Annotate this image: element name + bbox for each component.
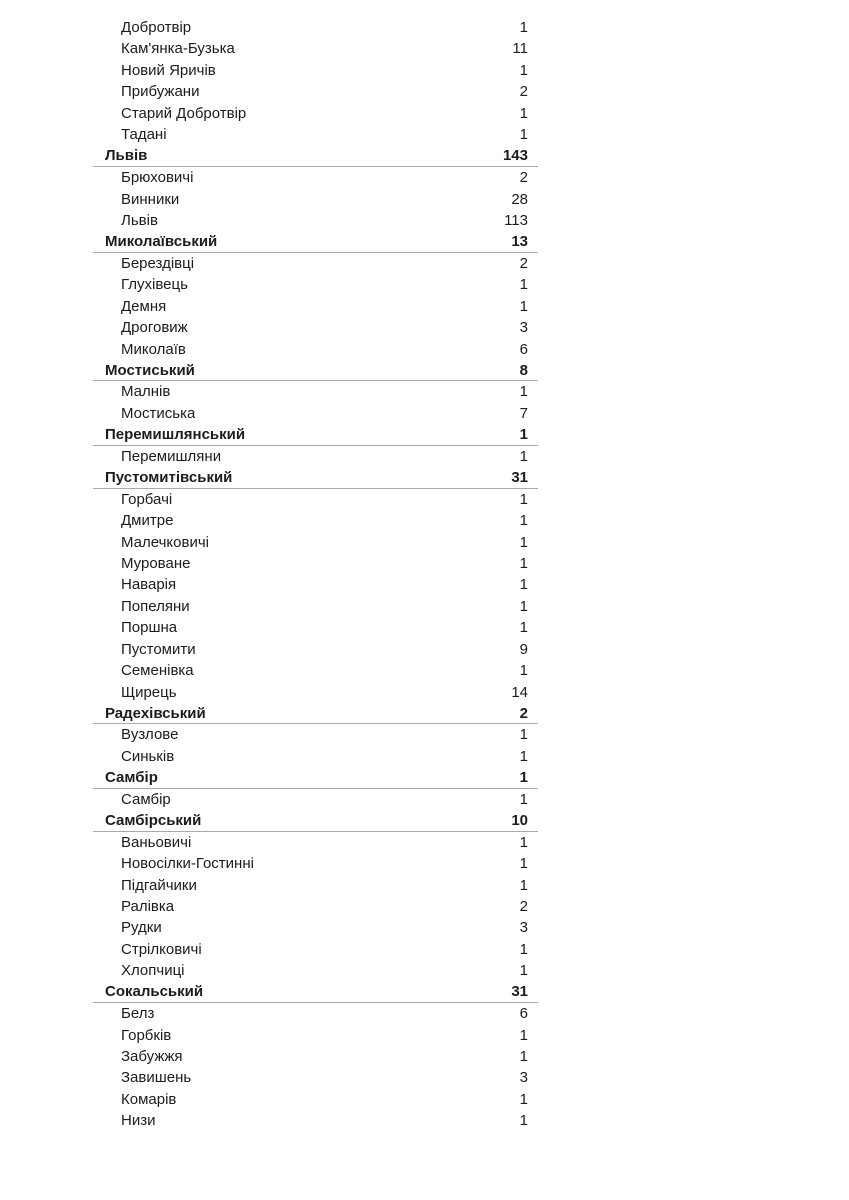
- settlement-count: 1: [519, 19, 528, 36]
- settlement-name: Перемишлянський: [105, 425, 246, 443]
- table-row: [93, 446, 538, 467]
- table-row: [93, 639, 538, 660]
- settlement-count: 1: [519, 876, 528, 894]
- settlement-name: Тадані: [121, 126, 167, 144]
- settlement-name: Кам'янка-Бузька: [121, 40, 235, 58]
- settlement-count: 1: [519, 297, 528, 315]
- settlement-name: Новосілки-Гостинні: [121, 855, 254, 873]
- settlement-name: Наварія: [121, 576, 177, 594]
- table-row: [93, 574, 538, 595]
- settlement-name: Завишень: [121, 1069, 192, 1087]
- settlement-name: Рудки: [121, 919, 162, 937]
- settlement-count: 1: [519, 447, 528, 465]
- table-row: [93, 124, 538, 145]
- settlement-name: Новий Яричів: [121, 61, 216, 79]
- settlement-count: 1: [519, 1048, 528, 1065]
- settlement-name: Поршна: [121, 619, 178, 637]
- table-row: [93, 553, 538, 574]
- table-row: [93, 1110, 538, 1131]
- settlement-name: Комарів: [121, 1090, 177, 1108]
- settlement-name: Семенівка: [121, 662, 194, 680]
- settlement-name: Ваньовичі: [121, 833, 192, 851]
- settlement-name: Дмитре: [121, 512, 174, 530]
- settlement-count: 1: [519, 512, 528, 530]
- table-row: [93, 210, 538, 231]
- settlement-count: 2: [519, 254, 528, 272]
- settlement-name: Малнів: [121, 383, 171, 401]
- table-row: [93, 939, 538, 960]
- settlement-count: 1: [519, 61, 528, 79]
- settlement-name: Хлопчиці: [121, 962, 185, 980]
- settlement-count: 1: [519, 833, 528, 851]
- settlement-name: Миколаїв: [121, 340, 186, 358]
- group-row: [93, 703, 538, 724]
- settlement-count: 13: [511, 232, 528, 250]
- table-row: [93, 296, 538, 317]
- table-row: [93, 789, 538, 810]
- table-row: [93, 617, 538, 638]
- settlement-name: Синьків: [121, 747, 175, 765]
- settlement-name: Винники: [121, 190, 180, 208]
- settlement-count: 1: [519, 490, 528, 508]
- settlement-name: Прибужани: [121, 83, 200, 101]
- settlement-count: 1: [519, 940, 528, 958]
- table-row: [93, 81, 538, 102]
- table-row: [93, 317, 538, 338]
- settlement-count: 11: [512, 40, 528, 58]
- settlement-name: Берездівці: [121, 254, 195, 272]
- settlement-count: 31: [511, 983, 528, 1001]
- table-row: [93, 38, 538, 59]
- settlement-name: Дроговиж: [121, 319, 188, 337]
- table-row: [93, 1046, 538, 1067]
- settlement-name: Щирець: [121, 683, 177, 701]
- table-row: [93, 682, 538, 703]
- settlement-name: Миколаївський: [105, 232, 218, 250]
- settlement-name: Горбків: [121, 1026, 172, 1044]
- table-row: [93, 253, 538, 274]
- group-row: [93, 360, 538, 381]
- table-row: [93, 489, 538, 510]
- table-row: [93, 339, 538, 360]
- group-row: [93, 982, 538, 1003]
- settlement-name: Львів: [105, 147, 148, 165]
- table-row: [93, 403, 538, 424]
- settlement-count: 1: [519, 790, 528, 808]
- settlement-count: 1: [519, 383, 528, 401]
- table-row: [93, 746, 538, 767]
- table-row: [93, 660, 538, 681]
- settlement-count: 1: [519, 1026, 528, 1044]
- settlement-count: 2: [519, 704, 528, 722]
- settlement-count: 6: [519, 1005, 528, 1023]
- table-row: [93, 17, 538, 38]
- settlement-count: 1: [519, 554, 528, 572]
- settlement-count: 1: [519, 276, 528, 294]
- settlement-name: Демня: [121, 297, 167, 315]
- group-row: [93, 231, 538, 252]
- settlement-count: 1: [519, 962, 528, 980]
- settlement-count: 1: [519, 104, 528, 122]
- settlement-count: 2: [519, 169, 528, 187]
- settlement-name: Муроване: [121, 554, 191, 572]
- table-row: [93, 1025, 538, 1046]
- table-row: [93, 381, 538, 402]
- table-row: [93, 103, 538, 124]
- settlement-count: 1: [519, 1112, 528, 1130]
- settlement-count: 9: [519, 640, 528, 658]
- settlement-name: Радехівський: [105, 704, 206, 722]
- settlement-name: Белз: [121, 1005, 155, 1023]
- settlement-count: 2: [519, 897, 528, 915]
- settlement-name: Львів: [121, 211, 158, 229]
- settlement-count: 1: [519, 855, 528, 873]
- settlement-name: Самбірський: [105, 811, 202, 829]
- table-row: [93, 960, 538, 981]
- settlement-count: 1: [519, 126, 528, 144]
- settlement-count: 6: [519, 340, 528, 358]
- settlement-name: Ралівка: [121, 897, 175, 915]
- settlement-name: Пустомитівський: [105, 468, 233, 486]
- settlement-name: Стрілковичі: [121, 940, 202, 958]
- table-row: [93, 832, 538, 853]
- settlement-name: Горбачі: [121, 490, 173, 508]
- table-row: [93, 1003, 538, 1024]
- group-row: [93, 424, 538, 445]
- settlement-count: 2: [519, 83, 528, 101]
- settlement-count: 1: [519, 576, 528, 594]
- table-row: [93, 875, 538, 896]
- table-row: [93, 532, 538, 553]
- table-row: [93, 1067, 538, 1088]
- table-row: [93, 60, 538, 81]
- settlement-count: 1: [519, 425, 528, 443]
- settlement-count: 3: [519, 319, 528, 337]
- settlement-count-table: [93, 17, 538, 1132]
- settlement-name: Підгайчики: [121, 876, 197, 894]
- settlement-name: Добротвір: [121, 19, 192, 36]
- table-row: [93, 853, 538, 874]
- table-row: [93, 896, 538, 917]
- group-row: [93, 146, 538, 167]
- settlement-name: Самбір: [121, 790, 171, 808]
- settlement-count: 7: [519, 404, 528, 422]
- settlement-name: Вузлове: [121, 726, 179, 744]
- table-row: [93, 189, 538, 210]
- settlement-name: Перемишляни: [121, 447, 222, 465]
- settlement-count: 3: [519, 1069, 528, 1087]
- settlement-count: 1: [519, 619, 528, 637]
- settlement-count: 1: [519, 726, 528, 744]
- settlement-count: 3: [519, 919, 528, 937]
- table-row: [93, 917, 538, 938]
- settlement-count: 1: [519, 597, 528, 615]
- table-row: [93, 510, 538, 531]
- settlement-count: 8: [519, 361, 528, 379]
- settlement-count: 143: [502, 147, 528, 165]
- settlement-count: 1: [519, 747, 528, 765]
- settlement-count: 1: [519, 533, 528, 551]
- settlement-name: Попеляни: [121, 597, 190, 615]
- settlement-count: 14: [511, 683, 528, 701]
- settlement-count: 10: [511, 811, 528, 829]
- table-row: [93, 167, 538, 188]
- settlement-name: Пустомити: [121, 640, 196, 658]
- settlement-name: Сокальський: [105, 983, 204, 1001]
- settlement-count: 28: [511, 190, 528, 208]
- settlement-count: 31: [511, 468, 528, 486]
- group-row: [93, 767, 538, 788]
- settlement-name: Старий Добротвір: [121, 104, 247, 122]
- settlement-count: 1: [519, 662, 528, 680]
- table-row: [93, 1089, 538, 1110]
- settlement-count: 113: [504, 211, 528, 229]
- group-row: [93, 810, 538, 831]
- settlement-name: Низи: [121, 1112, 156, 1130]
- settlement-name: Мостиський: [105, 361, 195, 379]
- settlement-name: Брюховичі: [121, 169, 194, 187]
- settlement-name: Малечковичі: [121, 533, 209, 551]
- settlement-count: 1: [519, 1090, 528, 1108]
- table-row: [93, 596, 538, 617]
- settlement-name: Мостиська: [121, 404, 196, 422]
- settlement-count: 1: [519, 768, 528, 786]
- table-row: [93, 274, 538, 295]
- group-row: [93, 467, 538, 488]
- settlement-name: Самбір: [105, 768, 158, 786]
- settlement-name: Забужжя: [121, 1048, 183, 1065]
- settlement-name: Глухівець: [121, 276, 188, 294]
- table-row: [93, 724, 538, 745]
